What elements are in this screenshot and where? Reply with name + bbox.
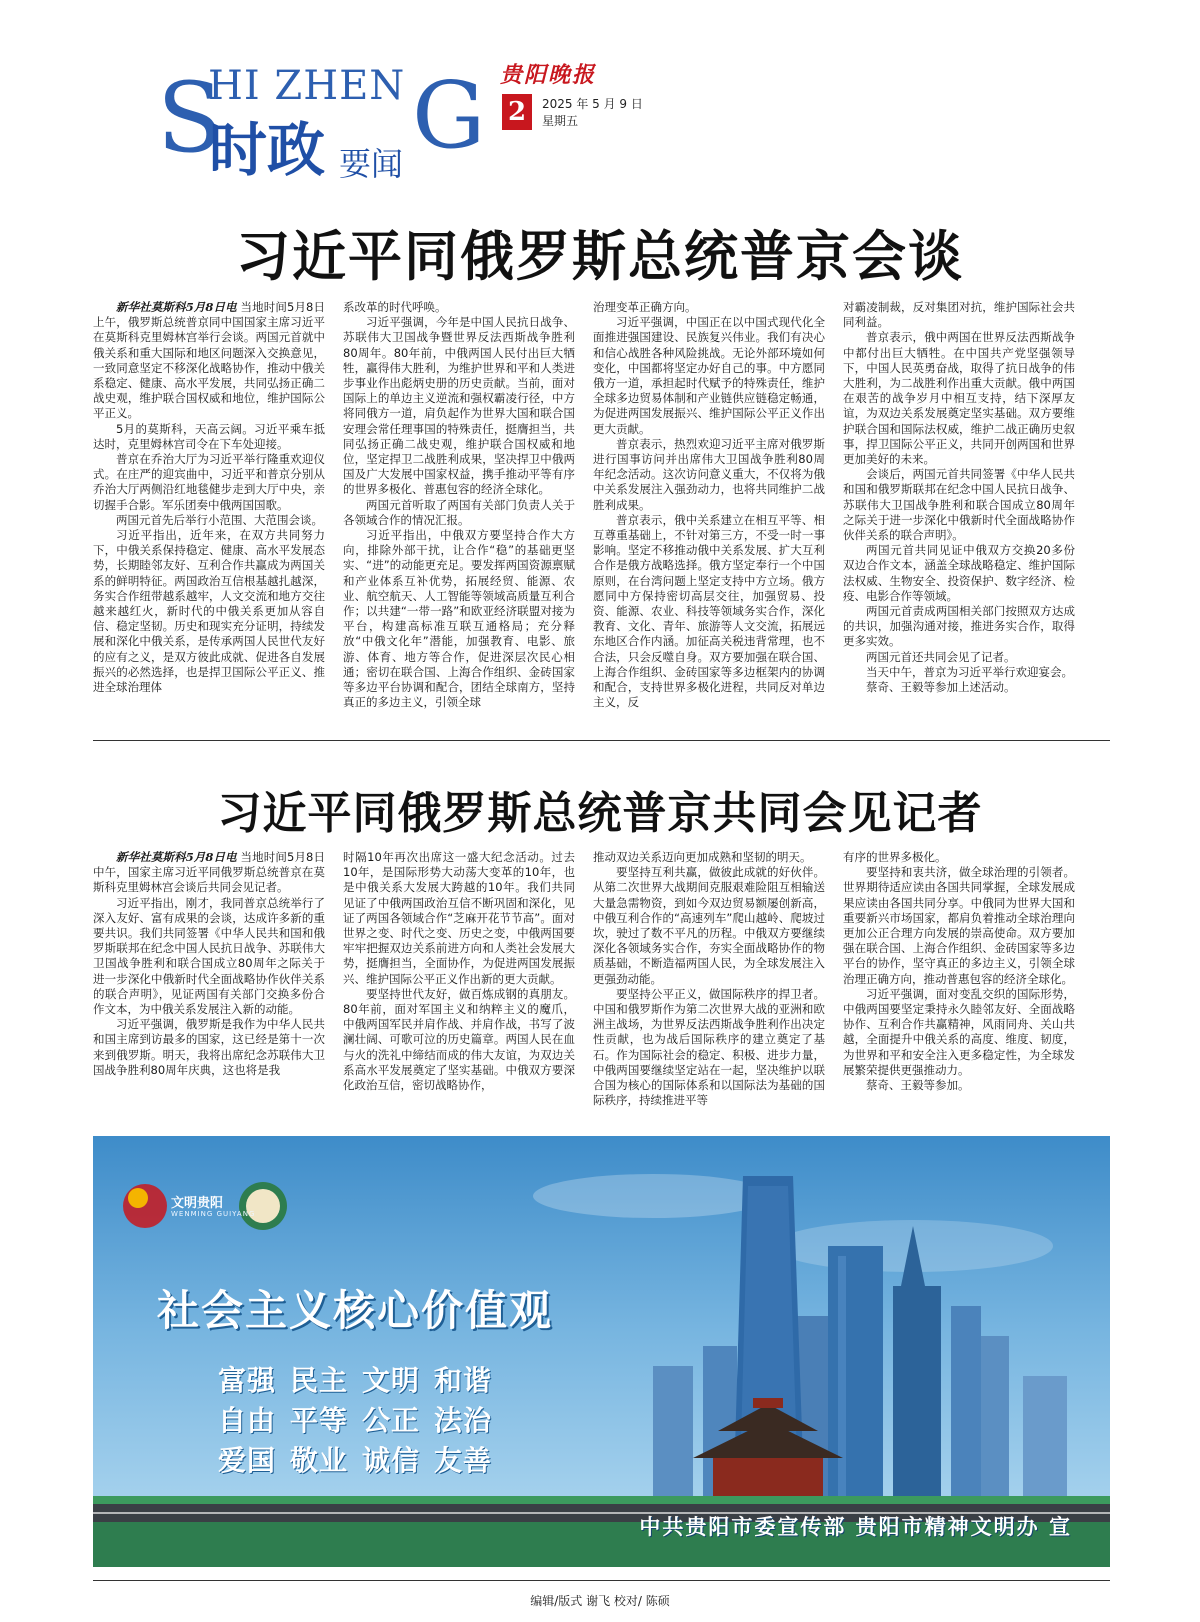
paragraph (593, 987, 825, 1109)
paragraph-text: 系改革的时代呼唤。 (343, 300, 447, 314)
paragraph (593, 300, 825, 315)
paragraph (93, 452, 325, 513)
paragraph (843, 865, 1075, 987)
paragraph-text: 要坚持公平正义，做国际秩序的捍卫者。中国和俄罗斯作为第二次世界大战的亚洲和欧洲主战场，为世界反法西斯战争胜利作出决定性贡献，也为战后国际秩序的建立奠定了基石。作为国际社会的稳定、积极、进步力量，中俄两国要继续坚定站在一起，坚决维护以联合国为核心的国际体系和以国际法为基础的国际秩序，持续推进平等 (593, 986, 825, 1108)
paragraph-text: 两国元首还共同会见了记者。 (866, 649, 1016, 664)
article2-column-1 (93, 850, 325, 1122)
paragraph (93, 850, 325, 896)
page-number: 2 (502, 94, 532, 130)
value-word: 法治 (434, 1404, 493, 1437)
paragraph (593, 437, 825, 513)
newspaper-name: 贵阳晚报 (500, 62, 597, 88)
footer-divider (93, 1580, 1110, 1581)
issue-date: 2025 年 5 月 9 日 (542, 97, 643, 111)
paragraph-text: 推动双边关系迈向更加成熟和坚韧的明天。 (593, 850, 812, 864)
paragraph-text: 治理变革正确方向。 (593, 300, 697, 314)
paragraph (343, 315, 575, 497)
page-credits: 编辑/版式 谢飞 校对/ 陈硕 (530, 1594, 670, 1608)
paragraph (843, 850, 1075, 865)
article2-column-2 (343, 850, 575, 1122)
article1-column-2 (343, 300, 575, 723)
article1-column-3 (593, 300, 825, 723)
value-word: 民主 (290, 1364, 349, 1397)
paragraph (843, 665, 1075, 680)
paragraph-text: 习近平强调，今年是中国人民抗日战争、苏联伟大卫国战争暨世界反法西斯战争胜利80周年。80年前，中俄两国人民付出巨大牺牲，赢得伟大胜利，为维护世界和平和人类进步事业作出彪炳史册的历史贡献。当前，面对国际上的单边主义逆流和强权霸凌行径，中方将同俄方一道，肩负起作为世界大国和联合国安理会常任理事国的特殊责任，挺膺担当，共同弘扬正确二战史观，维护联合国权威和地位，坚定捍卫二战胜利成果，坚决捍卫中俄两国及广大发展中国家权益，携手推动平等有序的世界多极化、普惠包容的经济全球化。 (343, 315, 575, 497)
article1-headline: 习近平同俄罗斯总统普京会谈 (236, 225, 964, 288)
paragraph (843, 300, 1075, 330)
value-word: 敬业 (290, 1444, 349, 1477)
paragraph (843, 1078, 1075, 1093)
paragraph-text: 当天中午，普京为习近平举行欢迎宴会。 (866, 664, 1073, 679)
paragraph (593, 315, 825, 437)
paragraph (93, 422, 325, 452)
dateline: 新华社莫斯科5月8日电 (116, 300, 237, 314)
paragraph-text: 普京在乔治大厅为习近平举行隆重欢迎仪式。在庄严的迎宾曲中，习近平和普京分别从乔治大厅两侧沿红地毯健步走到大厅中央，亲切握手合影。军乐团奏中俄两国国歌。 (93, 452, 325, 512)
paragraph-text: 蔡奇、王毅等参加。 (866, 1078, 970, 1093)
paragraph-text: 对霸凌制裁，反对集团对抗，维护国际社会共同利益。 (843, 300, 1075, 330)
paragraph (843, 650, 1075, 665)
paragraph-text: 要坚持和衷共济，做全球治理的引领者。世界期待适应读由各国共同掌握，全球发展成果应读由各国共同分享。中俄同为世界大国和重要新兴市场国家，都肩负着推动全球治理向更加公正合理方向发展的崇高使命。双方要加强在联合国、上海合作组织、金砖国家等多边平台的协作，坚守真正的多边主义，引领全球治理正确方向，推动普惠包容的经济全球化。 (843, 865, 1075, 986)
paragraph (93, 896, 325, 1018)
paragraph (843, 680, 1075, 695)
value-word: 友善 (434, 1444, 493, 1477)
city-skyline-illustration (93, 1136, 1110, 1567)
banner-values-line-1 (218, 1364, 506, 1398)
paragraph-text: 时隔10年再次出席这一盛大纪念活动。过去10年，是国际形势大动荡大变革的10年，也是中俄关系大发展大跨越的10年。我们共同见证了中俄两国政治互信不断巩固和深化，见证了两国各领域合作“芝麻开花节节高”。面对世界之变、时代之变、历史之变，中俄两国要牢牢把握双边关系前进方向和人类社会发展大势，挺膺担当，全面协作，为促进两国发展振兴、维护国际公平正义作出新的更大贡献。 (343, 850, 575, 986)
paragraph (343, 850, 575, 987)
dateline: 新华社莫斯科5月8日电 (116, 850, 237, 864)
value-word: 爱国 (218, 1444, 277, 1477)
paragraph (843, 987, 1075, 1078)
paragraph-text: 会谈后，两国元首共同签署《中华人民共和国和俄罗斯联邦在纪念中国人民抗日战争、苏联伟大卫国战争胜利和联合国成立80周年之际关于进一步深化中俄新时代全面战略协作伙伴关系的联合声明》。 (843, 467, 1075, 543)
paragraph-text: 普京表示，热烈欢迎习近平主席对俄罗斯进行国事访问并出席伟大卫国战争胜利80周年纪念活动。这次访问意义重大，不仅将为俄中关系发展注入强劲动力，也将共同维护二战胜利成果。 (593, 436, 825, 512)
banner-values-line-3 (218, 1444, 506, 1478)
paragraph-text: 普京表示，俄中关系建立在相互平等、相互尊重基础上，不针对第三方，不受一时一事影响。坚定不移推动俄中关系发展、扩大互利合作是俄方战略选择。俄方坚定奉行一个中国原则，在台湾问题上坚定支持中方立场。俄方愿同中方保持密切高层交往，加强贸易、投资、能源、农业、科技等领域务实合作，深化教育、文化、青年、旅游等人文交流，拓展远东地区合作内涵。加征高关税违背常理，也不合法，只会反噬自身。双方要加强在联合国、上海合作组织、金砖国家等多边框架内的协调和配合，支持世界多极化进程，共同反对单边主义，反 (593, 512, 825, 710)
paragraph-text: 两国元首听取了两国有关部门负责人关于各领域合作的情况汇报。 (343, 497, 575, 527)
paragraph-text: 要坚持互利共赢，做彼此成就的好伙伴。从第二次世界大战期间克服艰难险阻互相输送大量急需物资，到如今双边贸易额屡创新高，中俄互利合作的“高速列车”爬山越岭、爬坡过坎，驶过了数不平凡的历程。中俄双方要继续深化各领域务实合作，夯实全面战略协作的物质基础，不断造福两国人民，为全球发展注入更强劲动能。 (593, 865, 825, 986)
paragraph (593, 513, 825, 711)
paragraph-text: 当地时间5月8日上午，俄罗斯总统普京同中国国家主席习近平在莫斯科克里姆林宫举行会谈。两国元首就中俄关系和重大国际和地区问题深入交换意见，一致同意坚定不移深化战略协作，推动中俄关系稳定、健康、高水平发展，共同弘扬正确二战史观，维护联合国权威和地位，维护国际公平正义。 (93, 300, 325, 421)
article2-headline: 习近平同俄罗斯总统普京共同会见记者 (217, 788, 983, 839)
paragraph (593, 850, 825, 865)
value-word: 和谐 (434, 1364, 493, 1397)
paragraph (93, 300, 325, 422)
paragraph-text: 有序的世界多极化。 (843, 850, 947, 864)
paragraph-text: 蔡奇、王毅等参加上述活动。 (866, 680, 1016, 695)
value-word: 平等 (290, 1404, 349, 1437)
paragraph (93, 528, 325, 695)
paragraph-text: 普京表示，俄中两国在世界反法西斯战争中都付出巨大牺牲。在中国共产党坚强领导下，中国人民英勇奋战，取得了抗日战争的伟大胜利，为二战胜利作出重大贡献。俄中两国在艰苦的战争岁月中相互支持，结下深厚友谊，为双边关系发展奠定坚实基础。双方要维护联合国和国际法权威，维护二战正确历史叙事，捍卫国际公平正义，共同开创两国和世界更加美好的未来。 (843, 330, 1075, 467)
paragraph-text: 5月的莫斯科，天高云阔。习近平乘车抵达时，克里姆林宫司令在下车处迎接。 (93, 421, 325, 451)
paragraph (843, 604, 1075, 650)
banner-logo-text: 文明贵阳 (171, 1196, 224, 1211)
paragraph-text: 习近平强调，俄罗斯是我作为中华人民共和国主席到访最多的国家，这已经是第十一次来到俄罗斯。明天，我将出席纪念苏联伟大卫国战争胜利80周年庆典，这也将是我 (93, 1017, 325, 1077)
paragraph (93, 513, 325, 528)
article2-column-3 (593, 850, 825, 1122)
banner-issuer: 中共贵阳市委宣传部 贵阳市精神文明办 宣 (639, 1515, 1072, 1539)
paragraph (843, 330, 1075, 467)
paragraph (843, 467, 1075, 543)
paragraph (843, 543, 1075, 604)
paragraph-text: 习近平强调，面对变乱交织的国际形势，中俄两国要坚定秉持永久睦邻友好、全面战略协作、互利合作共赢精神，风雨同舟、关山共越，全面提升中俄关系的高度、维度、韧度，为世界和平和安全注入更多稳定性，为全球发展繁荣提供更强推动力。 (843, 986, 1075, 1077)
value-word: 文明 (362, 1364, 421, 1397)
paragraph-text: 习近平指出，近年来，在双方共同努力下，中俄关系保持稳定、健康、高水平发展态势，长期睦邻友好、互利合作共赢成为两国关系的鲜明特征。两国政治互信根基越扎越深，务实合作纽带越系越牢，人文交流和地方交往越来越红火，新时代的中俄关系更加从容自信、稳定坚韧。历史和现实充分证明，持续发展和深化中俄关系，是传承两国人民世代友好的应有之义，是双方彼此成就、促进各自发展振兴的必然选择，也是捍卫国际公平正义、推进全球治理体 (93, 528, 325, 695)
value-word: 富强 (218, 1364, 277, 1397)
banner-logo-subtext: WENMING GUIYANG (171, 1210, 256, 1218)
core-values-banner (93, 1136, 1110, 1567)
paragraph-text: 两国元首先后举行小范围、大范围会谈。 (116, 512, 323, 527)
paragraph (343, 300, 575, 315)
masthead-latin-g: G (412, 62, 486, 169)
value-word: 自由 (218, 1404, 277, 1437)
subsection-title: 要闻 (339, 145, 404, 183)
paragraph (343, 987, 575, 1093)
masthead-latin-s: S (157, 62, 223, 174)
paragraph (93, 1017, 325, 1078)
paragraph-text: 要坚持世代友好，做百炼成钢的真朋友。80年前，面对军国主义和纳粹主义的魔爪，中俄两国军民并肩作战、并肩作战，书写了波澜壮阔、可歌可泣的历史篇章。两国人民在血与火的洗礼中缔结而成的伟大友谊，为双边关系高水平发展奠定了坚实基础。中俄双方要深化政治互信，密切战略协作， (343, 986, 575, 1093)
value-word: 公正 (362, 1404, 421, 1437)
section-title: 时政 (209, 116, 326, 184)
section-divider (93, 740, 1110, 741)
article2-column-4 (843, 850, 1075, 1122)
paragraph-text: 习近平强调，中国正在以中国式现代化全面推进强国建设、民族复兴伟业。我们有决心和信心战胜各种风险挑战。无论外部环境如何变化，中国都将坚定办好自己的事。中方愿同俄方一道，承担起时代赋予的特殊责任，维护全球多边贸易体制和产业链供应链稳定畅通，为促进两国发展振兴、维护国际公平正义作出更大贡献。 (593, 315, 825, 436)
paragraph-text: 当地时间5月8日中午，国家主席习近平同俄罗斯总统普京在莫斯科克里姆林宫会谈后共同会见记者。 (93, 850, 325, 895)
value-word: 诚信 (362, 1444, 421, 1477)
article1-column-4 (843, 300, 1075, 723)
article1-column-1 (93, 300, 325, 723)
paragraph-text: 两国元首共同见证中俄双方交换20多份双边合作文本，涵盖全球战略稳定、维护国际法权威、生物安全、投资保护、数字经济、检疫、电影合作等领域。 (843, 543, 1075, 603)
paragraph (343, 528, 575, 710)
banner-title: 社会主义核心价值观 (157, 1286, 554, 1335)
paragraph (343, 498, 575, 528)
banner-values-line-2 (218, 1404, 506, 1438)
paragraph-text: 习近平指出，刚才，我同普京总统举行了深入友好、富有成果的会谈，达成许多新的重要共识。我们共同签署《中华人民共和国和俄罗斯联邦在纪念中国人民抗日战争、苏联伟大卫国战争胜利和联合国成立80周年之际关于进一步深化中俄新时代全面战略协作伙伴关系的联合声明》，见证两国有关部门交换多份合作文本，为中俄关系发展注入新的动能。 (93, 895, 325, 1017)
masthead-latin-middle: HI ZHEN (208, 63, 406, 109)
paragraph-text: 习近平指出，中俄双方要坚持合作大方向，排除外部干扰，让合作“稳”的基础更坚实、“进”的动能更充足。要发挥两国资源禀赋和产业体系互补优势，拓展经贸、能源、农业、航空航天、人工智能等领域高质量互利合作；以共建“一带一路”和欧亚经济联盟对接为平台，构建高标准互联互通格局；充分释放“中俄文化年”潜能，加强教育、电影、旅游、体育、地方等合作，促进深层次民心相通；密切在联合国、上海合作组织、金砖国家等多边平台协调和配合，团结全球南方，坚持真正的多边主义，引领全球 (343, 528, 575, 710)
paragraph (593, 865, 825, 987)
issue-weekday: 星期五 (542, 114, 579, 128)
paragraph-text: 两国元首责成两国相关部门按照双方达成的共识，加强沟通对接，推进务实合作，取得更多实效。 (843, 604, 1075, 649)
